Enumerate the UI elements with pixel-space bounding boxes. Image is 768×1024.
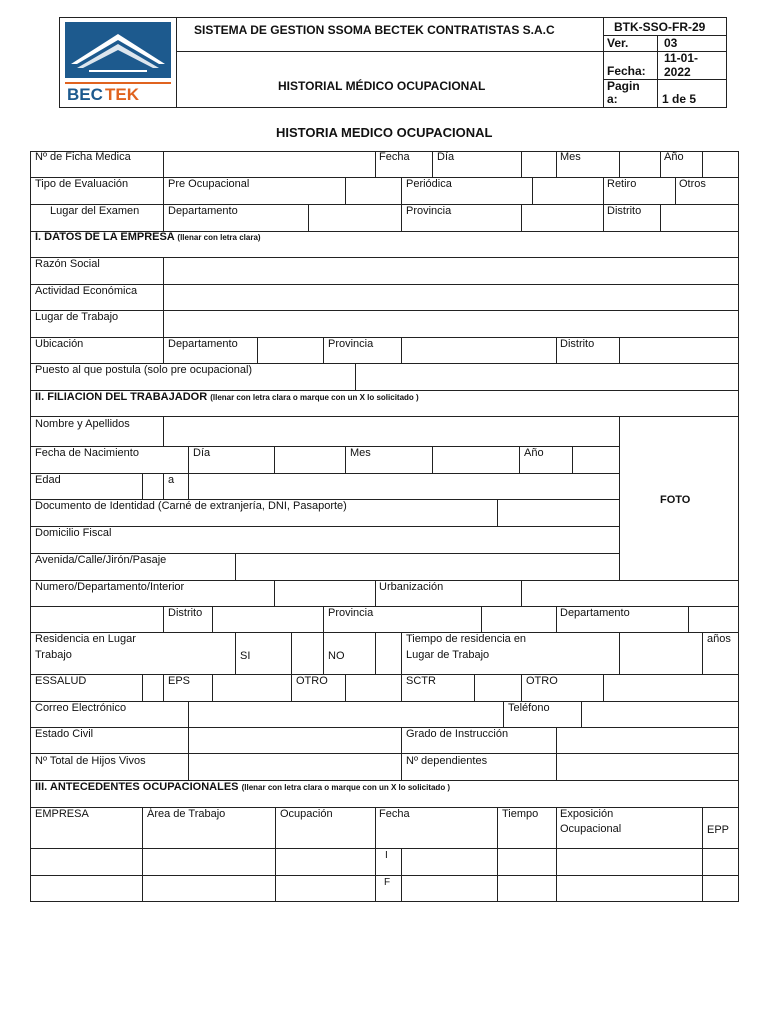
label-fecha-nacimiento: Fecha de Nacimiento: [35, 447, 139, 459]
company-name: SISTEMA DE GESTION SSOMA BECTEK CONTRATISTAS S.A.C: [194, 23, 555, 37]
col-fecha: Fecha: [379, 808, 410, 820]
label-essalud: ESSALUD: [35, 675, 87, 687]
label-actividad-economica: Actividad Económica: [35, 285, 138, 297]
label-correo: Correo Electrónico: [35, 702, 127, 714]
label-edad-a: a: [168, 474, 175, 486]
label-eps: EPS: [168, 675, 191, 687]
label-dia: Día: [437, 151, 455, 163]
col-empresa: EMPRESA: [35, 808, 89, 820]
col-exposicion-1: Exposición: [560, 808, 614, 820]
label-ubicacion-departamento: Departamento: [168, 338, 238, 350]
label-si: SI: [240, 650, 251, 662]
label-ubicacion-provincia: Provincia: [328, 338, 374, 350]
label-fil-departamento: Departamento: [560, 607, 630, 619]
version-value: 03: [664, 36, 678, 50]
col-ocupacion: Ocupación: [280, 808, 333, 820]
label-tiempo-2: Lugar de Trabajo: [406, 649, 490, 661]
label-documento: Documento de Identidad (Carné de extranjería, DNI, Pasaporte): [35, 500, 347, 512]
photo-placeholder: FOTO: [660, 494, 691, 506]
label-anio: Año: [664, 151, 684, 163]
label-otro-1: OTRO: [296, 675, 328, 687]
label-fecha-fin: F: [384, 877, 391, 888]
label-puesto: Puesto al que postula (solo pre ocupacional): [35, 364, 253, 376]
label-ubicacion: Ubicación: [35, 338, 84, 350]
svg-text:BEC: BEC: [67, 85, 103, 104]
section3-note: (llenar con letra clara o marque con un X lo solicitado ): [241, 783, 451, 792]
label-departamento: Departamento: [168, 205, 238, 217]
label-pre-ocupacional: Pre Ocupacional: [168, 178, 250, 190]
label-tipo-evaluacion: Tipo de Evaluación: [35, 178, 129, 190]
label-sctr: SCTR: [406, 675, 436, 687]
section3-title: III. ANTECEDENTES OCUPACIONALES: [35, 781, 239, 793]
company-logo: [63, 20, 173, 104]
form-title: HISTORIA MEDICO OCUPACIONAL: [276, 125, 493, 140]
page-value: 1 de 5: [662, 92, 697, 106]
label-dependientes: Nº dependientes: [406, 755, 488, 767]
label-domicilio: Domicilio Fiscal: [35, 527, 112, 539]
label-nac-mes: Mes: [350, 447, 371, 459]
version-label: Ver.: [607, 36, 629, 50]
section3-heading: [35, 781, 450, 794]
section1-title: I. DATOS DE LA EMPRESA: [35, 231, 175, 243]
label-fil-provincia: Provincia: [328, 607, 374, 619]
date-value-line2: 2022: [664, 65, 691, 79]
label-fecha-inicio: I: [385, 850, 388, 861]
svg-text:TEK: TEK: [105, 85, 139, 104]
label-razon-social: Razón Social: [35, 258, 100, 270]
label-no: NO: [328, 650, 345, 662]
label-ubicacion-distrito: Distrito: [560, 338, 595, 350]
page-label-line1: Pagin: [607, 79, 640, 93]
date-label: Fecha:: [607, 64, 646, 78]
section2-title: II. FILIACION DEL TRABAJADOR: [35, 391, 208, 403]
label-residencia-2: Trabajo: [35, 649, 72, 661]
label-provincia: Provincia: [406, 205, 452, 217]
label-hijos-vivos: Nº Total de Hijos Vivos: [35, 755, 146, 767]
col-exposicion-2: Ocupacional: [560, 823, 622, 835]
date-value-line1: 11-01-: [664, 51, 699, 65]
label-nombre-apellidos: Nombre y Apellidos: [35, 418, 130, 430]
label-urbanizacion: Urbanización: [379, 581, 444, 593]
label-numero: Numero/Departamento/Interior: [35, 581, 185, 593]
section1-heading: [35, 231, 261, 244]
page-label-line2: a:: [607, 92, 618, 106]
label-nac-anio: Año: [524, 447, 544, 459]
label-ficha-medica: Nº de Ficha Medica: [35, 151, 131, 163]
col-tiempo: Tiempo: [502, 808, 539, 820]
label-retiro: Retiro: [607, 178, 637, 190]
section2-heading: [35, 391, 419, 404]
label-avenida: Avenida/Calle/Jirón/Pasaje: [35, 554, 167, 566]
label-nac-dia: Día: [193, 447, 211, 459]
label-periodica: Periódica: [406, 178, 452, 190]
label-estado-civil: Estado Civil: [35, 728, 94, 740]
label-otro-2: OTRO: [526, 675, 558, 687]
section2-note: (llenar con letra clara o marque con un X lo solicitado ): [210, 393, 419, 402]
label-lugar-trabajo: Lugar de Trabajo: [35, 311, 119, 323]
label-fecha: Fecha: [379, 151, 410, 163]
label-mes: Mes: [560, 151, 581, 163]
section1-note: (llenar con letra clara): [177, 233, 261, 242]
document-code: BTK-SSO-FR-29: [614, 20, 706, 34]
label-residencia-1: Residencia en Lugar: [35, 633, 136, 645]
document-title: HISTORIAL MÉDICO OCUPACIONAL: [278, 79, 486, 93]
label-otros: Otros: [679, 178, 706, 190]
label-grado-instruccion: Grado de Instrucción: [406, 728, 509, 740]
label-edad: Edad: [35, 474, 61, 486]
label-tiempo-1: Tiempo de residencia en: [406, 633, 527, 645]
label-distrito: Distrito: [607, 205, 642, 217]
label-lugar-examen: Lugar del Examen: [50, 205, 140, 217]
col-area-trabajo: Área de Trabajo: [147, 808, 226, 820]
label-telefono: Teléfono: [508, 702, 550, 714]
label-anios: años: [707, 633, 731, 645]
col-epp: EPP: [707, 824, 730, 836]
label-fil-distrito: Distrito: [168, 607, 203, 619]
